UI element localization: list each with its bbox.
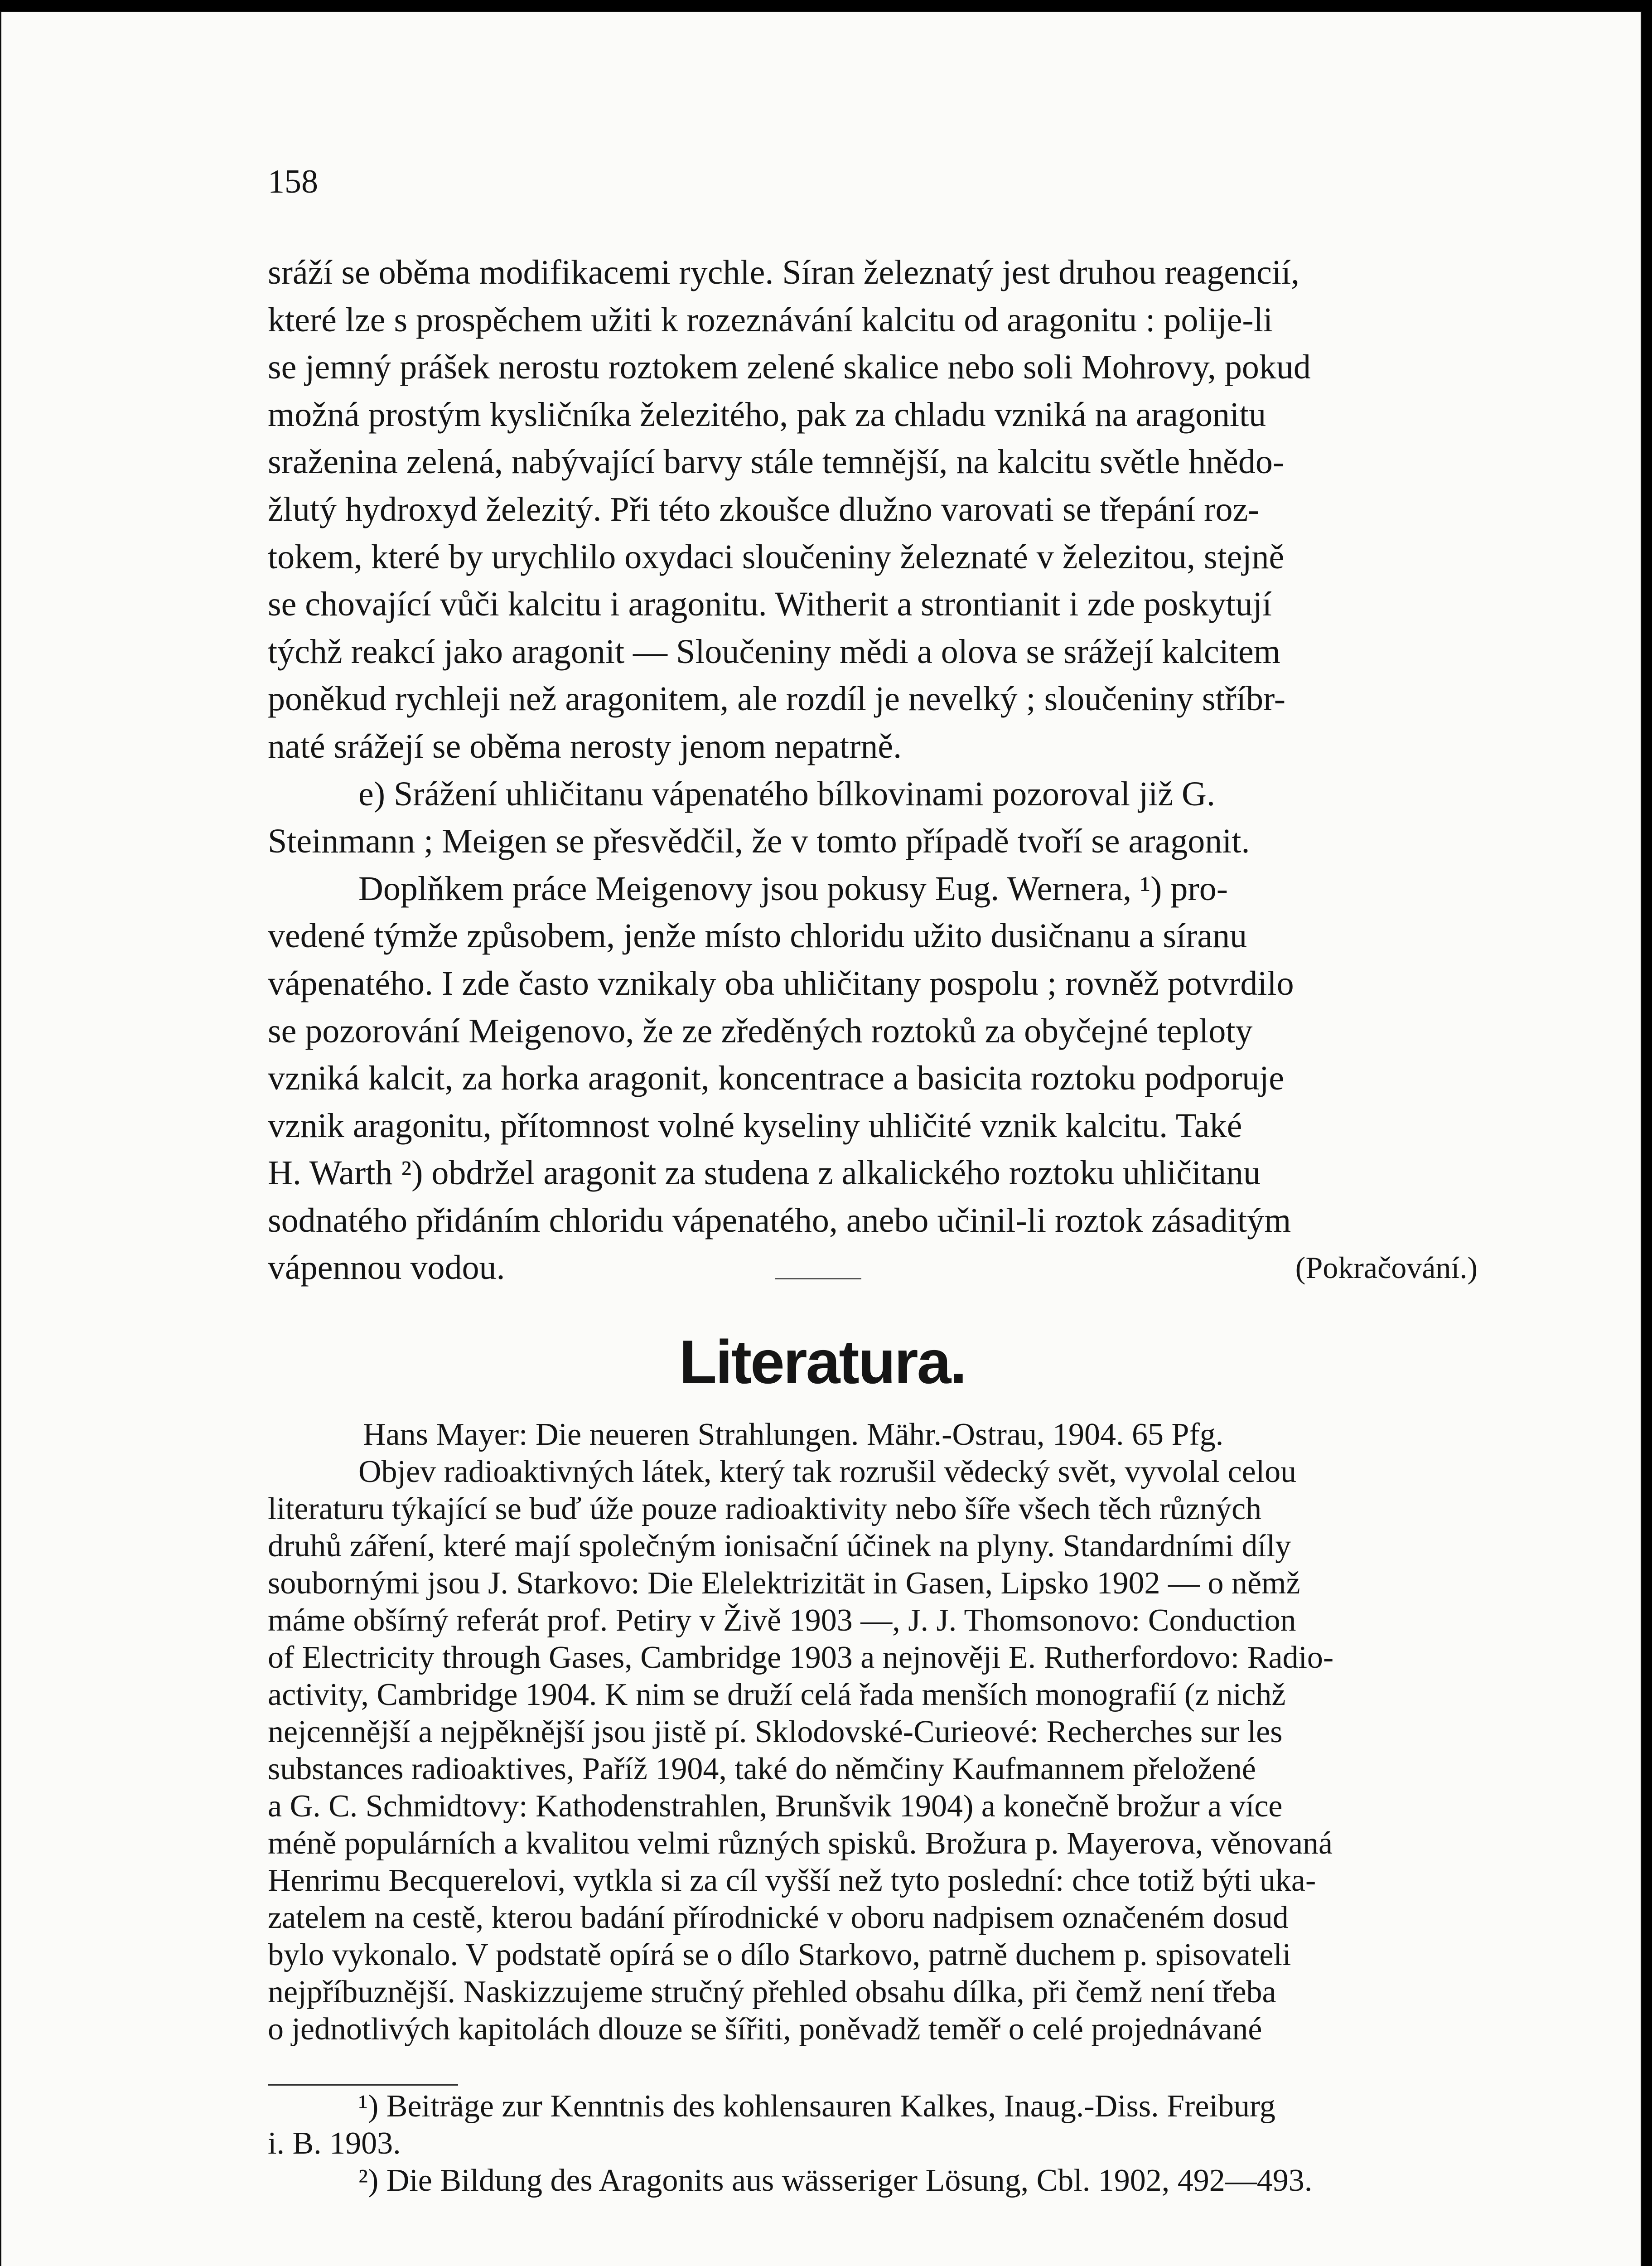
text-line: zatelem na cestě, kterou badání přírodnické v oboru nadpisem označeném dosud bbox=[268, 1900, 1289, 1935]
text-line: se chovající vůči kalcitu i aragonitu. Witherit a strontianit i zde poskytují bbox=[268, 585, 1272, 624]
text-line: vedené týmže způsobem, jenže místo chloridu užito dusičnanu a síranu bbox=[268, 917, 1247, 955]
text-line: o jednotlivých kapitolách dlouze se šířiti, poněvadž teměř o celé projednávané bbox=[268, 2012, 1262, 2047]
text-line: sraženina zelená, nabývající barvy stále temnější, na kalcitu světle hnědo- bbox=[268, 443, 1285, 481]
text-line: týchž reakcí jako aragonit — Sloučeniny mědi a olova se srážejí kalcitem bbox=[268, 632, 1280, 671]
text-line: které lze s prospěchem užiti k rozeznávání kalcitu od aragonitu : polije-li bbox=[268, 300, 1273, 339]
text-line: vápenatého. I zde často vznikaly oba uhličitany pospolu ; rovněž potvrdilo bbox=[268, 964, 1294, 1002]
text-line: se jemný prášek nerostu roztokem zelené skalice nebo soli Mohrovy, pokud bbox=[268, 348, 1311, 387]
text-line: vzniká kalcit, za horka aragonit, koncentrace a basicita roztoku podporuje bbox=[268, 1059, 1285, 1098]
text-line: literaturu týkající se buď úže pouze radioaktivity nebo šíře všech těch různých bbox=[268, 1491, 1262, 1526]
footnote: i. B. 1903. bbox=[268, 2126, 401, 2161]
section-heading: Literatura. bbox=[679, 1327, 966, 1396]
text-line bbox=[268, 1244, 1478, 1292]
text-line: poněkud rychleji než aragonitem, ale rozdíl je nevelký ; sloučeniny stříbr- bbox=[268, 680, 1286, 718]
text-line: Doplňkem práce Meigenovy jsou pokusy Eug. Wernera, ¹) pro- bbox=[358, 869, 1228, 908]
footnote-rule bbox=[268, 2084, 458, 2086]
body-text bbox=[268, 249, 1478, 1292]
continued-note: (Pokračování.) bbox=[1295, 1250, 1478, 1285]
text-line: bylo vykonalo. V podstatě opírá se o dílo Starkovo, patrně duchem p. spisovateli bbox=[268, 1937, 1291, 1972]
text-line: tokem, které by urychlilo oxydaci sloučeniny železnaté v železitou, stejně bbox=[268, 537, 1285, 576]
footnote: ²) Die Bildung des Aragonits aus wässeriger Lösung, Cbl. 1902, 492—493. bbox=[358, 2163, 1313, 2198]
text-line: sodnatého přidáním chloridu vápenatého, anebo učinil-li roztok zásaditým bbox=[268, 1201, 1291, 1240]
text-line: vznik aragonitu, přítomnost volné kyseliny uhličité vznik kalcitu. Také bbox=[268, 1106, 1242, 1145]
section-divider bbox=[775, 1278, 861, 1279]
text-line: soubornými jsou J. Starkovo: Die Elelektrizität in Gasen, Lipsko 1902 — o němž bbox=[268, 1566, 1300, 1601]
text-line: e) Srážení uhličitanu vápenatého bílkovinami pozoroval již G. bbox=[358, 775, 1215, 813]
text-line: a G. C. Schmidtovy: Kathodenstrahlen, Brunšvik 1904) a konečně brožur a více bbox=[268, 1789, 1283, 1824]
review-header: Hans Mayer: Die neueren Strahlungen. Mähr.-Ostrau, 1904. 65 Pfg. bbox=[363, 1417, 1224, 1452]
text-line: Henrimu Becquerelovi, vytkla si za cíl vyšší než tyto poslední: chce totiž býti uka- bbox=[268, 1863, 1316, 1898]
text-line: druhů záření, které mají společným ionisační účinek na plyny. Standardními díly bbox=[268, 1529, 1291, 1564]
text-line: of Electricity through Gases, Cambridge 1903 a nejnověji E. Rutherfordovo: Radio- bbox=[268, 1640, 1334, 1675]
footnote: ¹) Beiträge zur Kenntnis des kohlensauren Kalkes, Inaug.-Diss. Freiburg bbox=[358, 2089, 1275, 2124]
text-line-last: vápennou vodou. bbox=[268, 1249, 505, 1287]
text-line: naté srážejí se oběma nerosty jenom nepatrně. bbox=[268, 727, 902, 765]
text-line: activity, Cambridge 1904. K nim se druží celá řada menších monografií (z nichž bbox=[268, 1677, 1286, 1712]
document-page bbox=[0, 11, 1642, 2266]
text-line: se pozorování Meigenovo, že ze zředěných roztoků za obyčejné teploty bbox=[268, 1012, 1253, 1050]
text-line: žlutý hydroxyd železitý. Při této zkoušce dlužno varovati se třepání roz- bbox=[268, 490, 1260, 528]
text-line: možná prostým kysličníka železitého, pak za chladu vzniká na aragonitu bbox=[268, 395, 1266, 434]
text-line: nejpříbuznější. Naskizzujeme stručný přehled obsahu dílka, při čemž není třeba bbox=[268, 1975, 1276, 2009]
text-line: Steinmann ; Meigen se přesvědčil, že v tomto případě tvoří se aragonit. bbox=[268, 822, 1250, 861]
literature-text bbox=[268, 1416, 1478, 2048]
text-line: méně populárních a kvalitou velmi různých spisků. Brožura p. Mayerova, věnovaná bbox=[268, 1826, 1333, 1861]
text-line: H. Warth ²) obdržel aragonit za studena z alkalického roztoku uhličitanu bbox=[268, 1154, 1261, 1192]
text-line: sráží se oběma modifikacemi rychle. Síran železnatý jest druhou reagencií, bbox=[268, 253, 1299, 291]
text-line: nejcennější a nejpěknější jsou jistě pí. Sklodovské-Curieové: Recherches sur les bbox=[268, 1714, 1283, 1749]
text-line: substances radioaktives, Paříž 1904, také do němčiny Kaufmannem přeložené bbox=[268, 1752, 1256, 1787]
footnotes bbox=[268, 2088, 1478, 2199]
page-number: 158 bbox=[268, 163, 318, 200]
text-line: máme obšírný referát prof. Petiry v Živě 1903 —, J. J. Thomsonovo: Conduction bbox=[268, 1603, 1296, 1638]
text-line: Objev radioaktivných látek, který tak rozrušil vědecký svět, vyvolal celou bbox=[358, 1454, 1297, 1489]
